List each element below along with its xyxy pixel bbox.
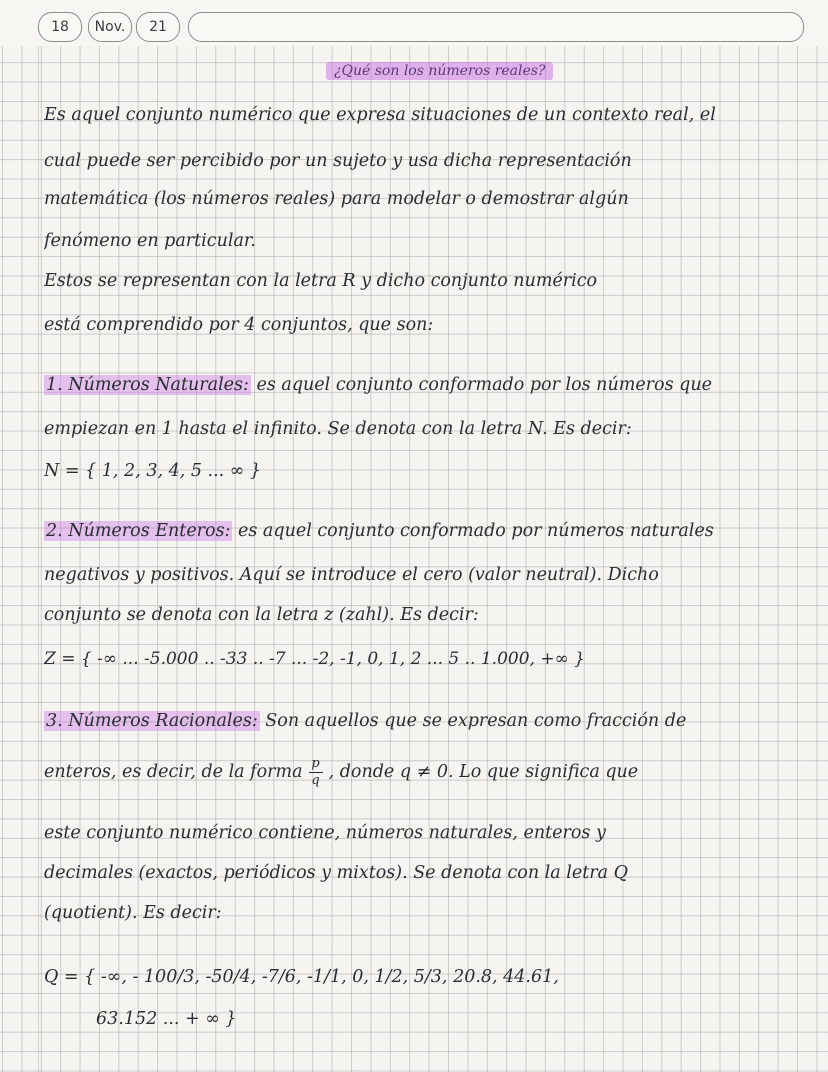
- enteros-label: 2. Números Enteros:: [46, 521, 231, 541]
- racionales-label: 3. Números Racionales:: [46, 711, 258, 731]
- enteros-line-3: conjunto se denota con la letra z (zahl). Es decir:: [44, 605, 479, 625]
- racionales-line-5: (quotient). Es decir:: [44, 903, 222, 923]
- header-title-field: [188, 12, 804, 42]
- naturales-set: N = { 1, 2, 3, 4, 5 ... ∞ }: [44, 461, 262, 481]
- enteros-text-1: es aquel conjunto conformado por números naturales: [238, 521, 714, 541]
- racionales-line-3: este conjunto numérico contiene, números naturales, enteros y: [44, 823, 606, 843]
- date-month: Nov.: [94, 19, 126, 35]
- fraction-numerator: p: [311, 756, 320, 771]
- date-day: 18: [51, 19, 69, 35]
- date-month-field: [88, 12, 132, 42]
- intro-line-3: matemática (los números reales) para modelar o demostrar algún: [44, 189, 629, 209]
- racionales-text-2b: , donde q ≠ 0. Lo que significa que: [328, 762, 639, 782]
- racionales-line-2: [44, 752, 804, 792]
- naturales-label: 1. Números Naturales:: [46, 375, 249, 395]
- naturales-line-1: [44, 374, 804, 396]
- page-margin: [38, 46, 39, 1072]
- intro-line-5: Estos se representan con la letra R y dicho conjunto numérico: [44, 271, 598, 291]
- intro-line-2: cual puede ser percibido por un sujeto y usa dicha representación: [44, 151, 632, 171]
- racionales-text-1: Son aquellos que se expresan como fracción de: [265, 711, 687, 731]
- enteros-set: Z = { -∞ ... -5.000 .. -33 .. -7 ... -2, -1, 0, 1, 2 ... 5 .. 1.000, +∞ }: [44, 649, 585, 669]
- racionales-text-2a: enteros, es decir, de la forma: [44, 762, 303, 782]
- fraction-p-over-q: [309, 758, 323, 787]
- intro-line-1: Es aquel conjunto numérico que expresa situaciones de un contexto real, el: [44, 105, 716, 125]
- enteros-line-1: [44, 520, 804, 542]
- racionales-line-1: [44, 710, 804, 732]
- racionales-set-line-1: Q = { -∞, - 100/3, -50/4, -7/6, -1/1, 0, 1/2, 5/3, 20.8, 44.61,: [44, 967, 559, 987]
- naturales-line-2: empiezan en 1 hasta el infinito. Se denota con la letra N. Es decir:: [44, 419, 632, 439]
- date-year: 21: [149, 19, 167, 35]
- racionales-line-4: decimales (exactos, periódicos y mixtos). Se denota con la letra Q: [44, 863, 628, 883]
- page-title: ¿Qué son los números reales?: [326, 62, 553, 80]
- intro-line-6: está comprendido por 4 conjuntos, que son:: [44, 315, 434, 335]
- intro-line-4: fenómeno en particular.: [44, 231, 256, 251]
- enteros-line-2: negativos y positivos. Aquí se introduce el cero (valor neutral). Dicho: [44, 565, 659, 585]
- racionales-set-line-2: 63.152 ... + ∞ }: [96, 1009, 237, 1029]
- fraction-denominator: q: [311, 773, 320, 788]
- naturales-text-1: es aquel conjunto conformado por los números que: [256, 375, 712, 395]
- date-year-field: [136, 12, 180, 42]
- date-day-field: [38, 12, 82, 42]
